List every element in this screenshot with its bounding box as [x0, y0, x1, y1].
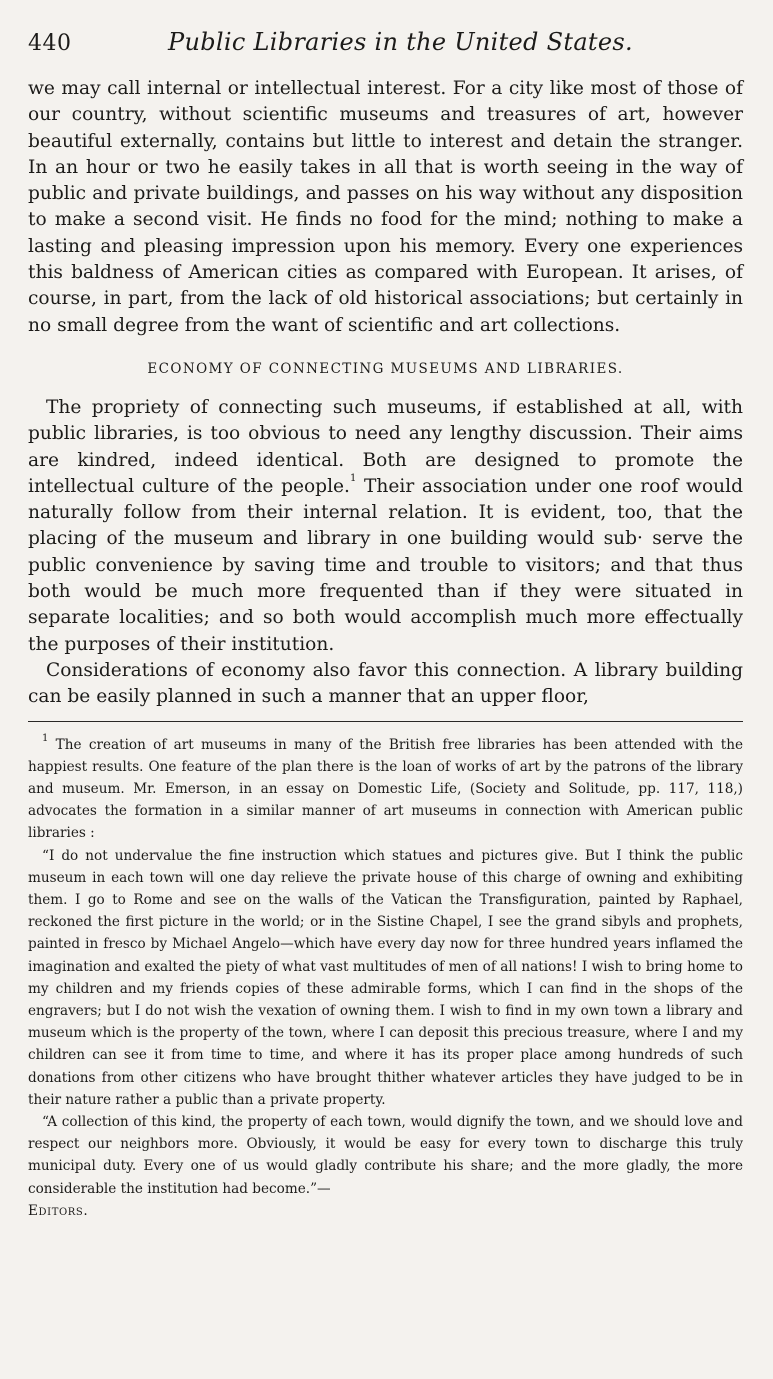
footnote-signoff: Editors. — [28, 1202, 89, 1219]
running-title: Public Libraries in the United States. — [168, 28, 633, 56]
paragraph-text: Their association under one roof would naturally follow from their internal relation. It is evident, too, that the placing of the museum and library in one building would sub· serve the public convenience by saving time and trouble to visitors; and that thus both would be much more frequented than if they were situated in separate localities; and so both would accomplish much more effectually the purposes of their institution. — [28, 475, 743, 655]
footnote-marker: 1 — [42, 732, 49, 744]
section-heading: ECONOMY OF CONNECTING MUSEUMS AND LIBRARIES. — [147, 360, 624, 377]
footnotes — [28, 734, 743, 1222]
body-paragraph: Considerations of economy also favor this connection. A library building can be easily planned in such a manner that an upper floor, — [28, 659, 743, 708]
footnote-quote: “A collection of this kind, the property of each town, would dignify the town, and we should love and respect our neighbors more. Obviously, it would be easy for every town to discharge this truly municipal duty. Every one of us would gladly contribute his share; and the more gladly, the more considerable the institution had become.”— — [28, 1113, 743, 1197]
running-head — [28, 28, 743, 62]
footnote-divider — [28, 721, 743, 722]
footnote-quote: “I do not undervalue the fine instruction which statues and pictures give. But I think the public museum in each town will one day relieve the private house of this charge of owning and exhibiting them. I go to Rome and see on the walls of the Vatican the Transfiguration, painted by Raphael, reckoned the first picture in the world; or in the Sistine Chapel, I see the grand sibyls and prophets, painted in fresco by Michael Angelo—which have every day now for three hundred years inflamed the imagination and exalted the piety of what vast multitudes of men of all nations! I wish to bring home to my children and my friends copies of these admirable forms, which I can find in the shops of the engravers; but I do not wish the vexation of owning them. I wish to find in my own town a library and museum which is the property of the town, where I can deposit this precious treasure, where I and my children can see it from time to time, and where it has its proper place among hundreds of such donations from other citizens who have brought thither whatever articles they have judged to be in their nature rather a public than a private property. — [28, 847, 743, 1108]
footnote — [28, 734, 743, 845]
page-number: 440 — [28, 31, 72, 56]
body-paragraph: we may call internal or intellectual interest. For a city like most of those of our country, without scientific museums and treasures of art, however beautiful externally, contains but little to interest and detain the stranger. In an hour or two he easily takes in all that is worth seeing in the way of public and private buildings, and passes on his way without any disposition to make a second visit. He finds no food for the mind; nothing to make a lasting and pleasing impression upon his memory. Every one experiences this baldness of American cities as compared with European. It arises, of course, in part, from the lack of old historical associations; but certainly in no small degree from the want of scientific and art collections. — [28, 78, 743, 336]
footnote-text: The creation of art museums in many of the British free libraries has been attended with the happiest results. One feature of the plan there is the loan of works of art by the patrons of the library and museum. Mr. Emerson, in an essay on Domestic Life, (Society and Solitude, pp. 117, 118,) advocates the formation in a similar manner of art museums in connection with American public libraries : — [28, 736, 743, 842]
paragraph-text: The propriety of connecting such museums, if established at all, with public libraries, is too obvious to need any lengthy discussion. Their aims are kindred, indeed identical. Both are designed to promote the intellectual culture of the people. — [28, 396, 743, 497]
body-paragraph — [28, 395, 743, 658]
book-page — [28, 28, 743, 1222]
footnote-reference: 1 — [349, 472, 357, 484]
